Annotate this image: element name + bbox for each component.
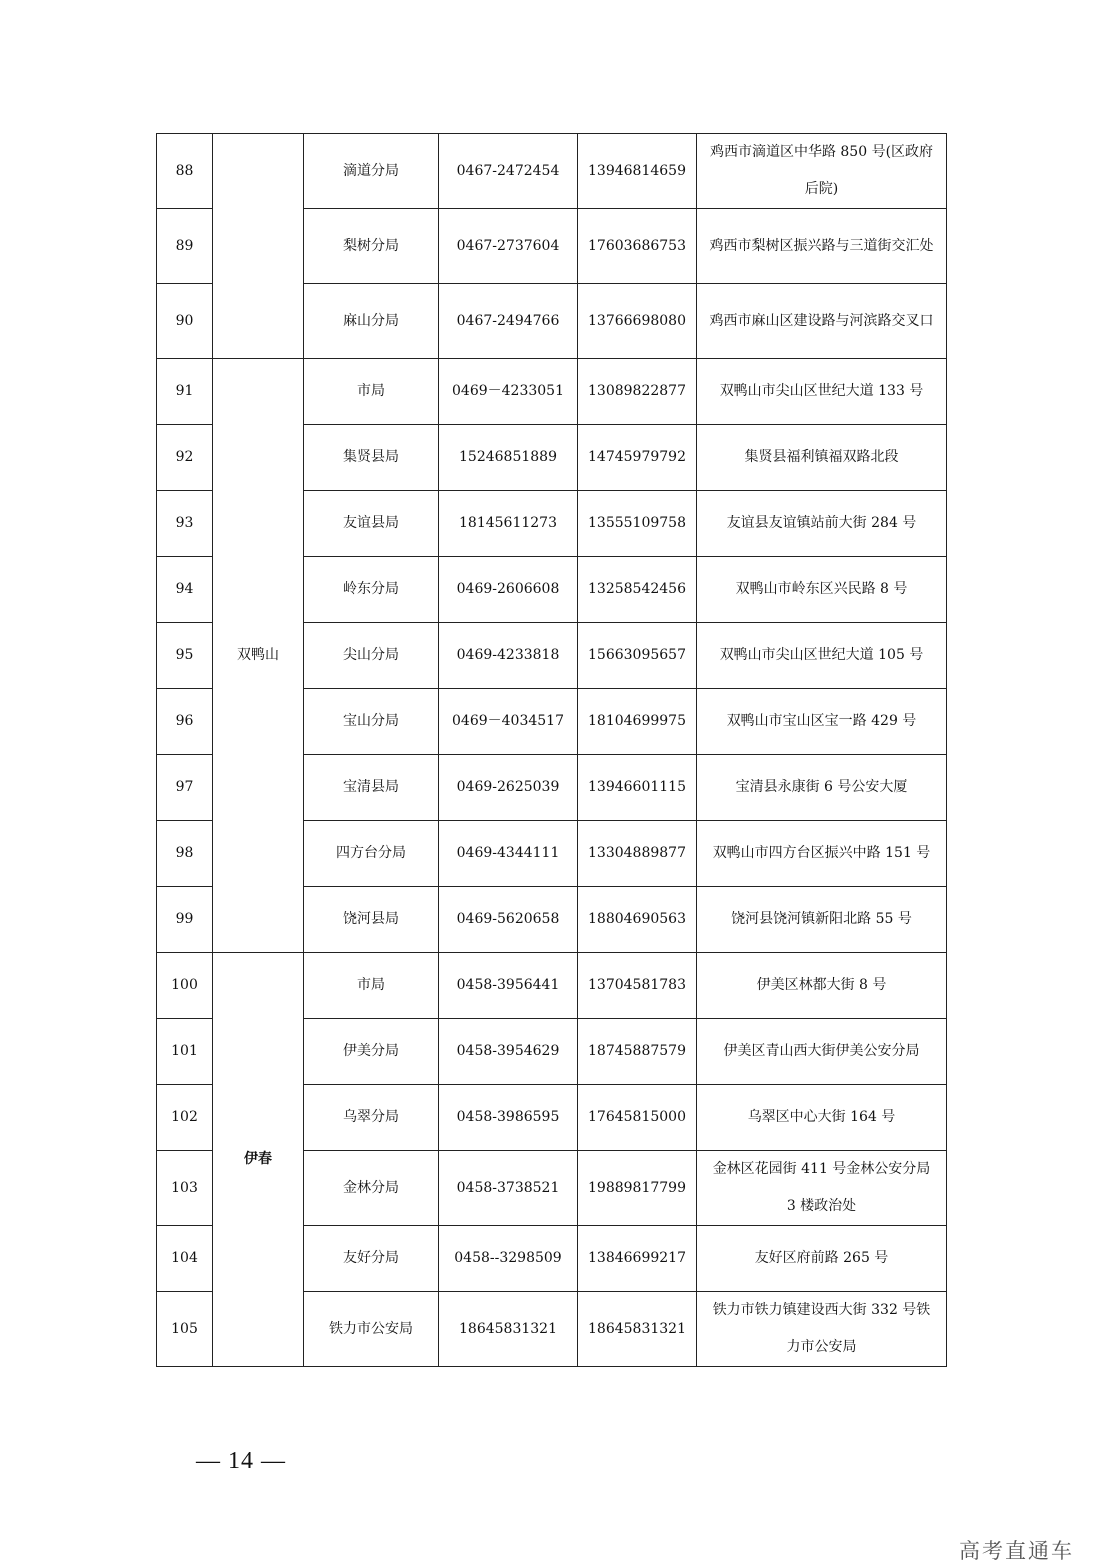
- mobile-phone: 14745979792: [578, 425, 697, 491]
- row-number: 96: [157, 689, 213, 755]
- org-name: 铁力市公安局: [304, 1292, 439, 1367]
- office-phone: 18145611273: [439, 491, 578, 557]
- address: 铁力市铁力镇建设西大街 332 号铁力市公安局: [697, 1292, 947, 1367]
- org-name: 饶河县局: [304, 887, 439, 953]
- mobile-phone: 13946814659: [578, 134, 697, 209]
- mobile-phone: 13704581783: [578, 953, 697, 1019]
- row-number: 92: [157, 425, 213, 491]
- row-number: 103: [157, 1151, 213, 1226]
- office-phone: 0469－4034517: [439, 689, 578, 755]
- address: 集贤县福利镇福双路北段: [697, 425, 947, 491]
- row-number: 104: [157, 1226, 213, 1292]
- address: 饶河县饶河镇新阳北路 55 号: [697, 887, 947, 953]
- row-number: 95: [157, 623, 213, 689]
- address: 友好区府前路 265 号: [697, 1226, 947, 1292]
- watermark: 高考直通车: [959, 1539, 1074, 1563]
- org-name: 尖山分局: [304, 623, 439, 689]
- office-phone: 0469－4233051: [439, 359, 578, 425]
- org-name: 麻山分局: [304, 284, 439, 359]
- mobile-phone: 18804690563: [578, 887, 697, 953]
- org-name: 市局: [304, 359, 439, 425]
- mobile-phone: 19889817799: [578, 1151, 697, 1226]
- office-phone: 0467-2472454: [439, 134, 578, 209]
- office-phone: 0469-2606608: [439, 557, 578, 623]
- org-name: 友谊县局: [304, 491, 439, 557]
- org-name: 四方台分局: [304, 821, 439, 887]
- office-phone: 0458-3956441: [439, 953, 578, 1019]
- org-name: 集贤县局: [304, 425, 439, 491]
- mobile-phone: 13555109758: [578, 491, 697, 557]
- address: 双鸭山市宝山区宝一路 429 号: [697, 689, 947, 755]
- office-phone: 0469-4344111: [439, 821, 578, 887]
- address: 乌翠区中心大街 164 号: [697, 1085, 947, 1151]
- office-phone: 0458--3298509: [439, 1226, 578, 1292]
- row-number: 101: [157, 1019, 213, 1085]
- org-name: 梨树分局: [304, 209, 439, 284]
- org-name: 市局: [304, 953, 439, 1019]
- address: 伊美区青山西大街伊美公安分局: [697, 1019, 947, 1085]
- mobile-phone: 18745887579: [578, 1019, 697, 1085]
- table-row: [157, 953, 947, 1019]
- row-number: 93: [157, 491, 213, 557]
- mobile-phone: 13946601115: [578, 755, 697, 821]
- mobile-phone: 17603686753: [578, 209, 697, 284]
- row-number: 98: [157, 821, 213, 887]
- org-name: 岭东分局: [304, 557, 439, 623]
- table-row: [157, 134, 947, 209]
- office-phone: 0458-3986595: [439, 1085, 578, 1151]
- mobile-phone: 18645831321: [578, 1292, 697, 1367]
- address: 宝清县永康街 6 号公安大厦: [697, 755, 947, 821]
- contact-table: [156, 133, 947, 1367]
- address: 鸡西市梨树区振兴路与三道街交汇处: [697, 209, 947, 284]
- row-number: 99: [157, 887, 213, 953]
- address: 双鸭山市尖山区世纪大道 133 号: [697, 359, 947, 425]
- address: 金林区花园街 411 号金林公安分局 3 楼政治处: [697, 1151, 947, 1226]
- office-phone: 0469-4233818: [439, 623, 578, 689]
- org-name: 伊美分局: [304, 1019, 439, 1085]
- org-name: 金林分局: [304, 1151, 439, 1226]
- row-number: 90: [157, 284, 213, 359]
- row-number: 91: [157, 359, 213, 425]
- row-number: 94: [157, 557, 213, 623]
- row-number: 102: [157, 1085, 213, 1151]
- org-name: 滴道分局: [304, 134, 439, 209]
- office-phone: 0458-3738521: [439, 1151, 578, 1226]
- mobile-phone: 13304889877: [578, 821, 697, 887]
- office-phone: 18645831321: [439, 1292, 578, 1367]
- office-phone: 0469-5620658: [439, 887, 578, 953]
- org-name: 宝山分局: [304, 689, 439, 755]
- table-row: [157, 359, 947, 425]
- row-number: 100: [157, 953, 213, 1019]
- office-phone: 0467-2494766: [439, 284, 578, 359]
- office-phone: 0458-3954629: [439, 1019, 578, 1085]
- org-name: 乌翠分局: [304, 1085, 439, 1151]
- org-name: 友好分局: [304, 1226, 439, 1292]
- address: 伊美区林都大街 8 号: [697, 953, 947, 1019]
- address: 双鸭山市尖山区世纪大道 105 号: [697, 623, 947, 689]
- mobile-phone: 18104699975: [578, 689, 697, 755]
- address: 鸡西市麻山区建设路与河滨路交叉口: [697, 284, 947, 359]
- group-cell-shuangyashan: 双鸭山: [213, 359, 304, 953]
- mobile-phone: 13766698080: [578, 284, 697, 359]
- mobile-phone: 17645815000: [578, 1085, 697, 1151]
- address: 友谊县友谊镇站前大街 284 号: [697, 491, 947, 557]
- mobile-phone: 15663095657: [578, 623, 697, 689]
- group-cell-jixi: [213, 134, 304, 359]
- row-number: 88: [157, 134, 213, 209]
- row-number: 89: [157, 209, 213, 284]
- office-phone: 0467-2737604: [439, 209, 578, 284]
- mobile-phone: 13089822877: [578, 359, 697, 425]
- mobile-phone: 13258542456: [578, 557, 697, 623]
- mobile-phone: 13846699217: [578, 1226, 697, 1292]
- org-name: 宝清县局: [304, 755, 439, 821]
- address: 双鸭山市四方台区振兴中路 151 号: [697, 821, 947, 887]
- group-cell-yichun: 伊春: [213, 953, 304, 1367]
- row-number: 97: [157, 755, 213, 821]
- office-phone: 15246851889: [439, 425, 578, 491]
- page-number: — 14 —: [196, 1448, 286, 1474]
- office-phone: 0469-2625039: [439, 755, 578, 821]
- address: 鸡西市滴道区中华路 850 号(区政府后院): [697, 134, 947, 209]
- address: 双鸭山市岭东区兴民路 8 号: [697, 557, 947, 623]
- row-number: 105: [157, 1292, 213, 1367]
